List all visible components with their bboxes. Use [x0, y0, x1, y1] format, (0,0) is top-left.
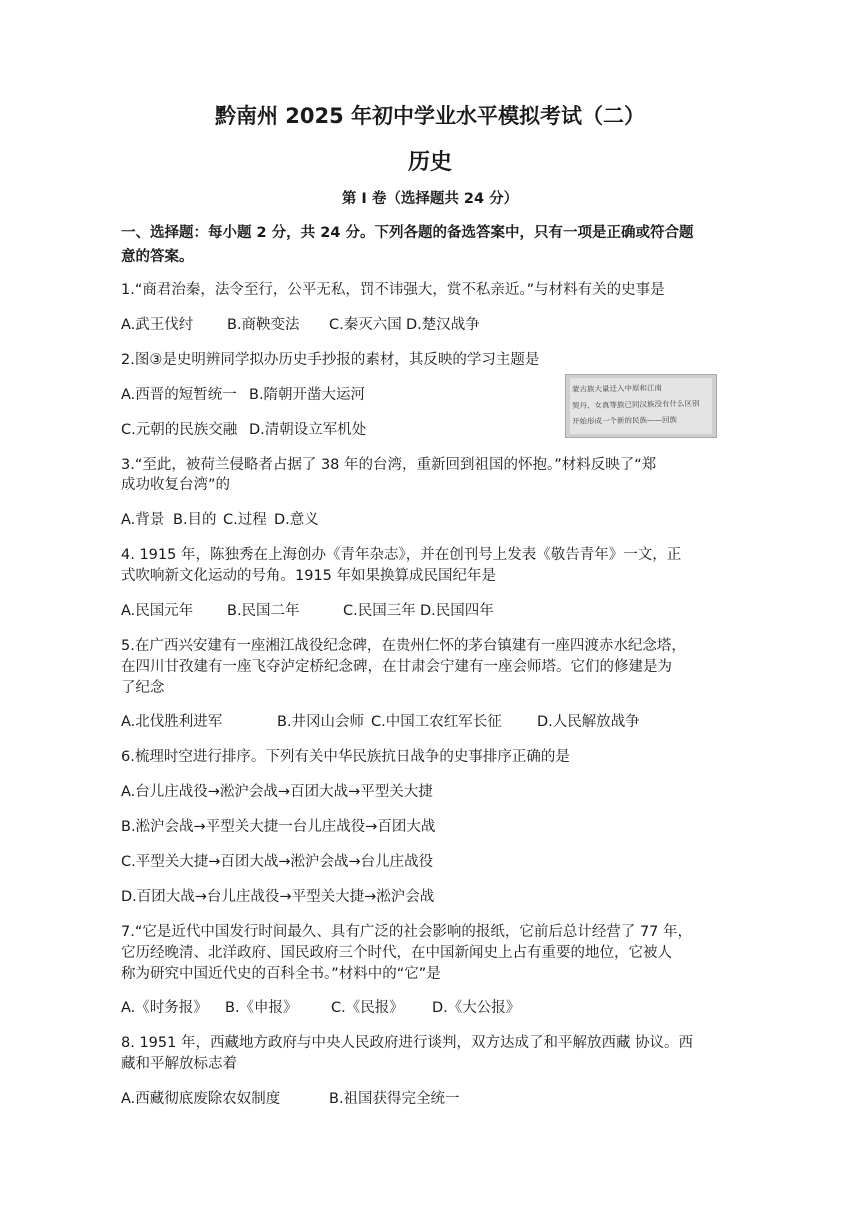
question-7-stem-cont: 称为研究中国近代史的百科全书。”材料中的“它”是 [121, 966, 441, 982]
option-a: A.背景 [121, 512, 165, 528]
option-d: D.民国四年 [420, 603, 494, 619]
question-6-option-c: C.平型关大捷→百团大战→淞沪会战→台儿庄战役 [121, 854, 434, 870]
option-c: C.《民报》 [331, 1000, 404, 1016]
subject-title: 历史 [407, 150, 452, 175]
question-6-stem: 6.梳理时空进行排序。下列有关中华民族抗日战争的史事排序正确的是 [121, 749, 570, 765]
exam-title: 黔南州 2025 年初中学业水平模拟考试（二） [214, 104, 646, 128]
question-1-stem: 1.“商君治秦，法令至行，公平无私，罚不讳强大，赏不私亲近。”与材料有关的史事是 [121, 282, 665, 298]
question-5-stem-cont: 在四川甘孜建有一座飞夺泸定桥纪念碑，在甘肃会宁建有一座会师塔。它们的修建是为 [121, 659, 672, 675]
question-2-options-row1 [121, 383, 365, 404]
question-2-stem: 2.图③是史明辨同学拟办历史手抄报的素材，其反映的学习主题是 [121, 352, 540, 368]
option-b: B.隋朝开凿大运河 [249, 387, 366, 403]
option-d: D.楚汉战争 [406, 317, 480, 333]
option-b: B.民国二年 [227, 603, 300, 619]
option-c: C.民国三年 [343, 603, 416, 619]
question-5-stem: 5.在广西兴安建有一座湘江战役纪念碑，在贵州仁怀的茅台镇建有一座四渡赤水纪念塔， [121, 638, 686, 654]
question-4-stem-cont: 式吹响新文化运动的号角。1915 年如果换算成民国纪年是 [121, 568, 497, 584]
question-2-options-row2 [121, 418, 366, 439]
question-3-stem-cont: 成功收复台湾”的 [121, 477, 231, 493]
note-line: 契丹、女真等族已同汉族没有什么区别 [571, 398, 700, 411]
question-3-stem: 3.“至此，被荷兰侵略者占据了 38 年的台湾，重新回到祖国的怀抱。”材料反映了“郑 [121, 457, 657, 473]
section-instruction-cont: 意的答案。 [121, 249, 194, 265]
option-d: D.《大公报》 [432, 1000, 521, 1016]
handwritten-note-figure [565, 374, 717, 438]
option-a: A.西晋的短暂统一 [121, 387, 237, 403]
question-6-option-d: D.百团大战→台儿庄战役→平型关大捷→淞沪会战 [121, 889, 435, 905]
option-a: A.武王伐纣 [121, 317, 194, 333]
question-5-options [121, 710, 640, 731]
question-3-options [121, 508, 319, 529]
section-instruction: 一、选择题：每小题 2 分，共 24 分。下列各题的备选答案中，只有一项是正确或符合题 [121, 225, 694, 241]
question-6-option-b: B.淞沪会战→平型关大捷一台儿庄战役→百团大战 [121, 819, 436, 835]
option-a: A.民国元年 [121, 603, 194, 619]
option-c: C.秦灭六国 [329, 317, 402, 333]
question-4-stem: 4. 1915 年，陈独秀在上海创办《青年杂志》，并在创刊号上发表《敬告青年》一文，正 [121, 547, 682, 563]
question-7-options [121, 996, 520, 1017]
question-6-option-a: A.台儿庄战役→淞沪会战→百团大战→平型关大捷 [121, 784, 433, 800]
note-line: 开始形成一个新的民族——回族 [571, 415, 678, 426]
option-a: A.《时务报》 [121, 1000, 208, 1016]
option-d: D.意义 [274, 512, 319, 528]
question-4-options [121, 599, 494, 620]
option-d: D.清朝设立军机处 [249, 422, 367, 438]
option-b: B.目的 [173, 512, 217, 528]
option-c: C.中国工农红军长征 [371, 714, 502, 730]
option-a: A.北伐胜利进军 [121, 714, 223, 730]
option-a: A.西藏彻底废除农奴制度 [121, 1091, 281, 1107]
volume-heading: 第 I 卷（选择题共 24 分） [341, 191, 519, 207]
option-b: B.井冈山会师 [277, 714, 365, 730]
question-8-stem-cont: 藏和平解放标志着 [121, 1056, 237, 1072]
question-8-stem: 8. 1951 年，西藏地方政府与中央人民政府进行谈判，双方达成了和平解放西藏 协议。西 [121, 1035, 694, 1051]
option-c: C.过程 [223, 512, 267, 528]
question-8-options [121, 1087, 460, 1108]
question-5-stem-cont: 了纪念 [121, 680, 165, 696]
question-1-options [121, 313, 480, 334]
option-b: B.《申报》 [225, 1000, 298, 1016]
question-7-stem-cont: 它历经晚清、北洋政府、国民政府三个时代，在中国新闻史上占有重要的地位，它被人 [121, 945, 672, 961]
question-7-stem: 7.“它是近代中国发行时间最久、具有广泛的社会影响的报纸，它前后总计经营了 77 年， [121, 924, 693, 940]
option-c: C.元朝的民族交融 [121, 422, 238, 438]
option-d: D.人民解放战争 [537, 714, 640, 730]
note-line: 蒙古族大量迁入中原和江南 [571, 383, 663, 394]
option-b: B.商鞅变法 [227, 317, 300, 333]
option-b: B.祖国获得完全统一 [329, 1091, 460, 1107]
